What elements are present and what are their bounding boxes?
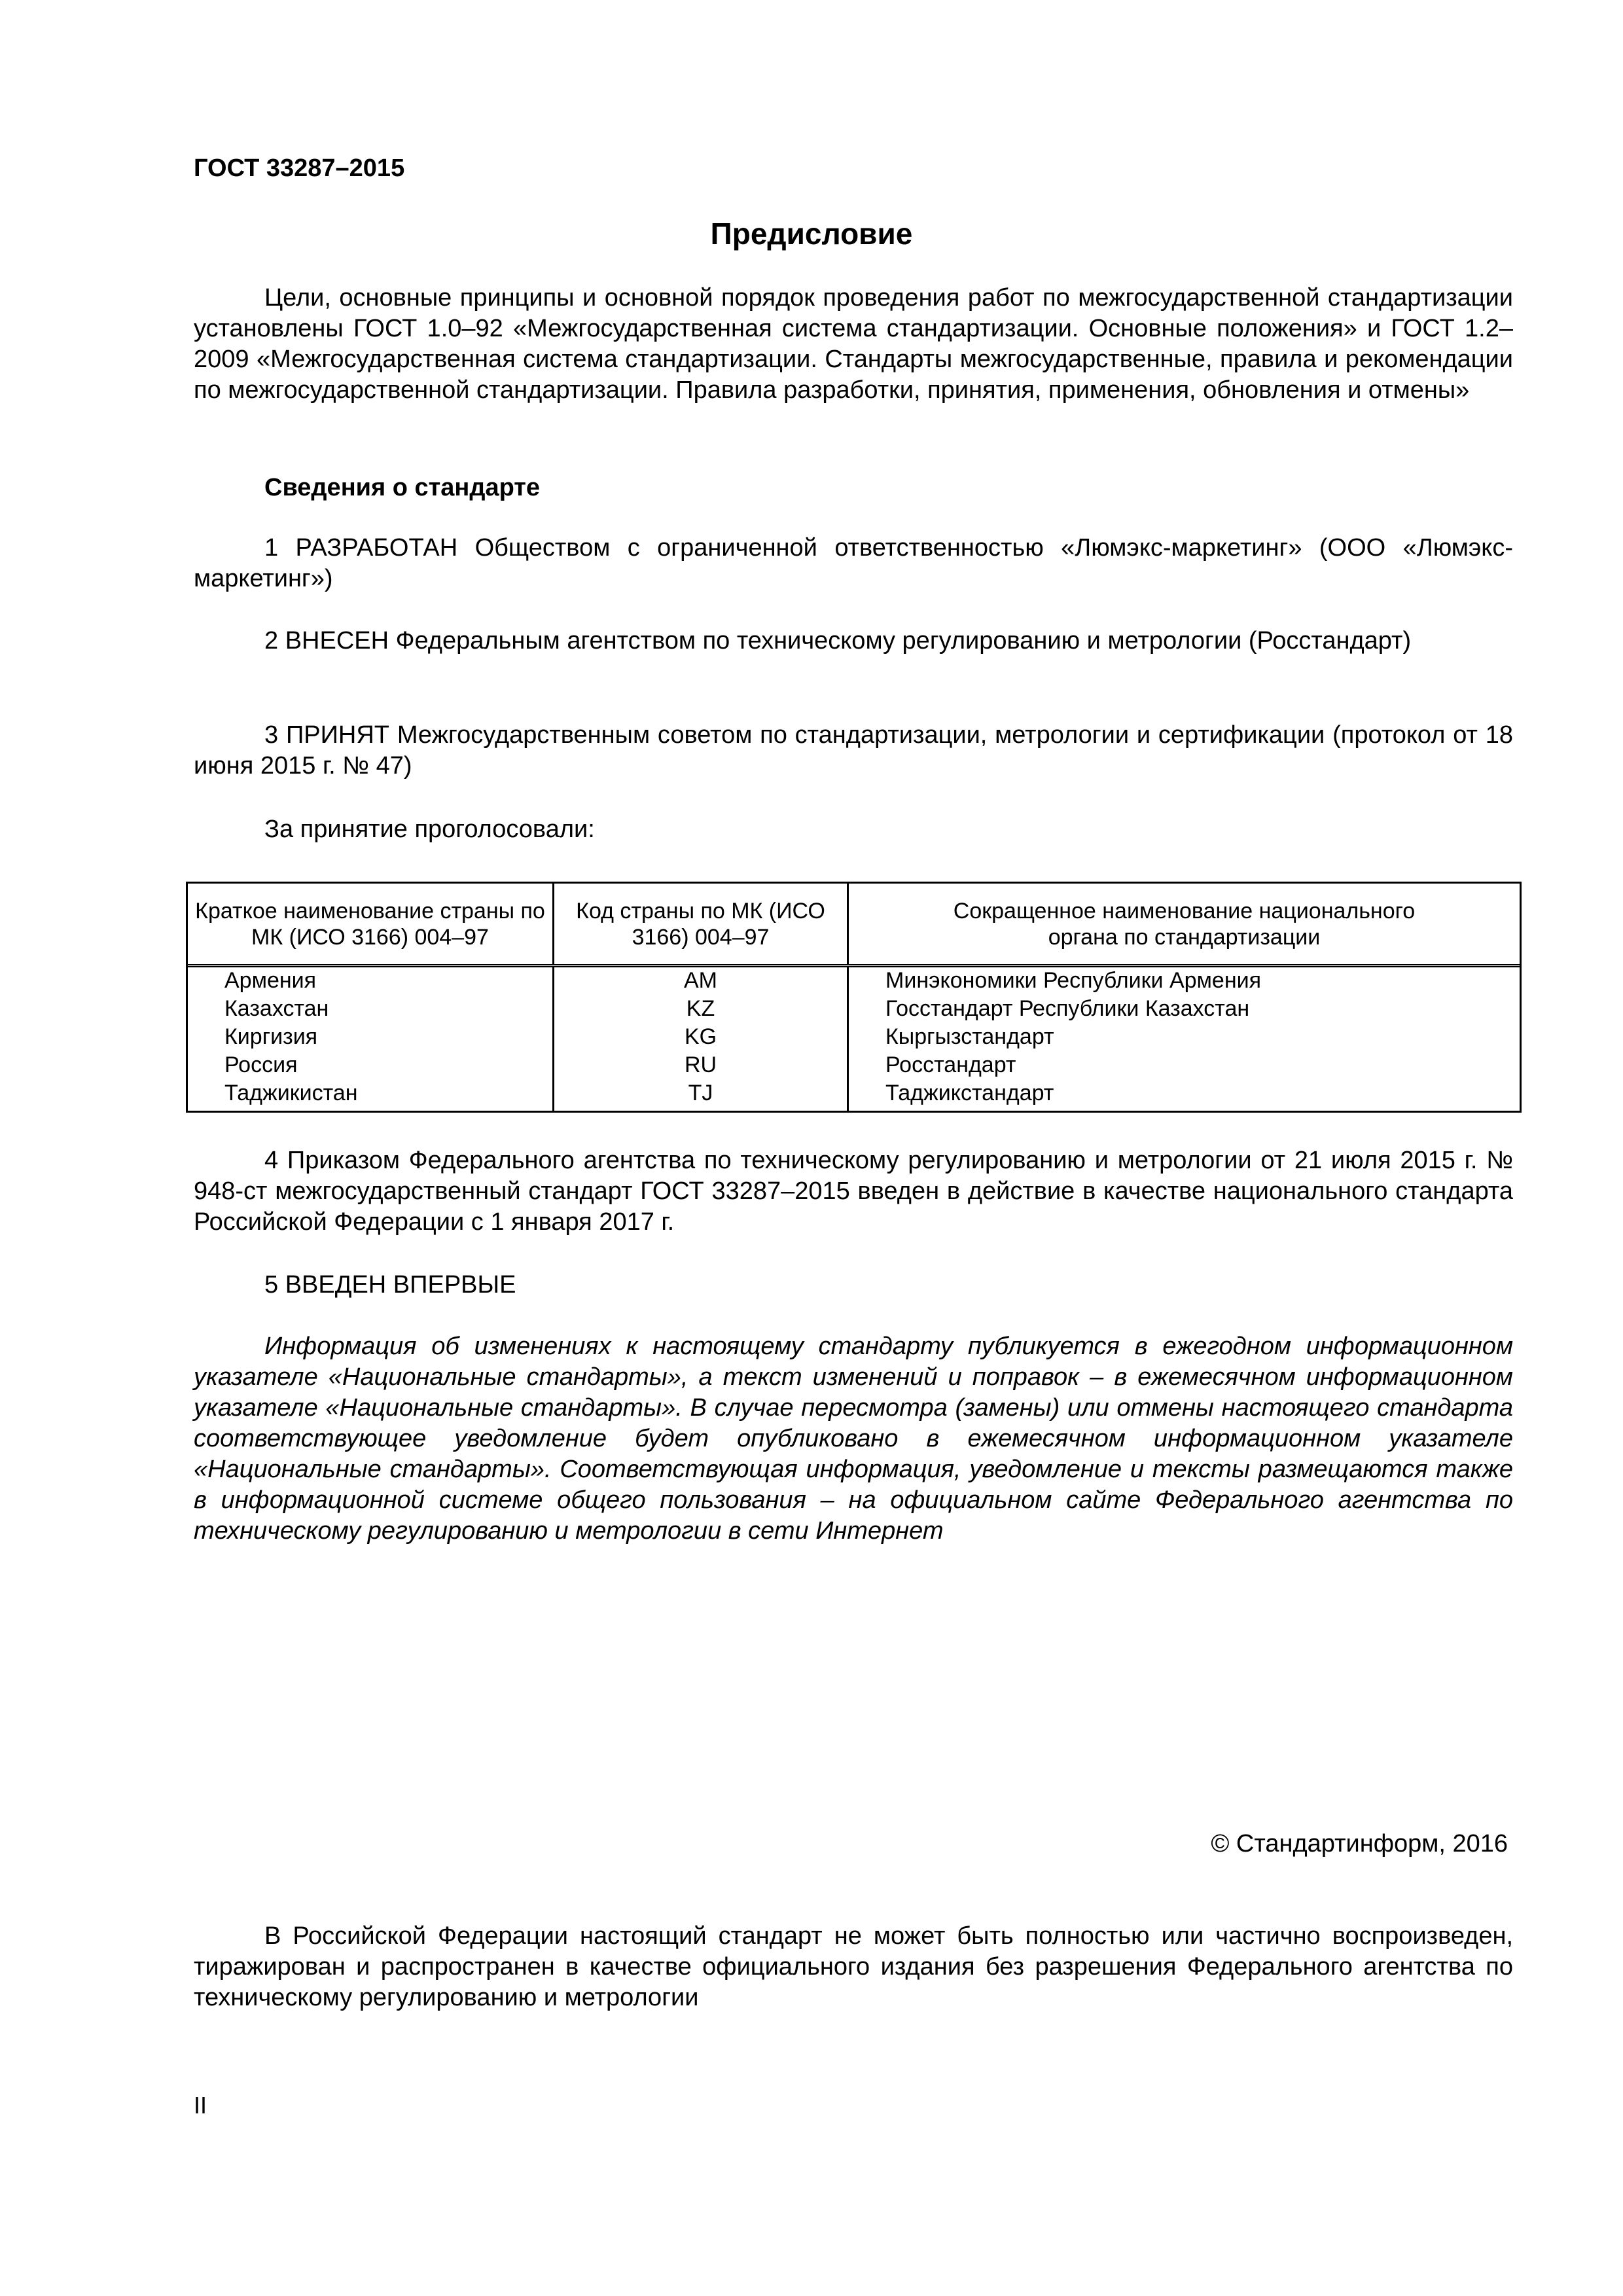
info-heading: Сведения о стандарте (264, 474, 541, 501)
code-column (554, 967, 849, 1111)
table-cell-code: AM (684, 968, 717, 993)
item-2-submitted: 2 ВНЕСЕН Федеральным агентством по техническому регулированию и метрологии (Росстандарт) (264, 627, 1412, 655)
copyright-notice: © Стандартинформ, 2016 (1211, 1830, 1508, 1857)
header-code: Код страны по МК (ИСО 3166) 004–97 (554, 884, 849, 964)
header-country: Краткое наименование страны по МК (ИСО 3166) 004–97 (188, 884, 554, 964)
table-cell-code: KG (684, 1024, 717, 1049)
table-cell-body: Таджикстандарт (885, 1081, 1054, 1105)
table-cell-body: Госстандарт Республики Казахстан (885, 996, 1250, 1021)
header-body: Сокращенное наименование национального органа по стандартизации (953, 898, 1416, 950)
vote-label: За принятие проголосовали: (264, 816, 595, 843)
reproduction-notice: В Российской Федерации настоящий стандарт не может быть полностью или частично воспроизведен, тиражирован и распространен в качестве официального издания без разрешения Федерального агентства по техническому регулированию и метрологии (194, 1922, 1513, 2011)
page-number: II (194, 2092, 207, 2119)
item-4-order: 4 Приказом Федерального агентства по техническому регулированию и метрологии от 21 июля 2015 г. № 948-ст межгосударственный стандарт ГОСТ 33287–2015 введен в действие в качестве национального стандарта Российской Федерации с 1 января 2017 г. (194, 1147, 1513, 1236)
intro-paragraph: Цели, основные принципы и основной порядок проведения работ по межгосударственной стандартизации установлены ГОСТ 1.0–92 «Межгосударственная система стандартизации. Основные положения» и ГОСТ 1.2–2009 «Межгосударственная система стандартизации. Стандарты межгосударственные, правила и рекомендации по межгосударственной стандартизации. Правила разработки, принятия, применения, обновления и отмены» (194, 284, 1513, 404)
table-cell-code: TJ (688, 1081, 713, 1105)
table-cell-code: RU (684, 1052, 717, 1077)
standard-code: ГОСТ 33287–2015 (194, 154, 405, 182)
item-3-adopted: 3 ПРИНЯТ Межгосударственным советом по стандартизации, метрологии и сертификации (протокол от 18 июня 2015 г. № 47) (194, 721, 1513, 780)
voting-table (186, 882, 1522, 1113)
table-cell-body: Росстандарт (885, 1052, 1016, 1077)
table-cell-country: Армения (224, 968, 317, 993)
table-cell-body: Кыргызстандарт (885, 1024, 1054, 1049)
table-cell-country: Казахстан (224, 996, 329, 1021)
page-title: Предисловие (710, 217, 913, 251)
table-cell-country: Киргизия (224, 1024, 318, 1049)
table-body (188, 967, 1520, 1111)
table-cell-country: Таджикистан (224, 1081, 358, 1105)
table-cell-body: Минэкономики Республики Армения (885, 968, 1261, 993)
changes-info-note: Информация об изменениях к настоящему стандарту публикуется в ежегодном информационном указателе «Национальные стандарты», а текст изменений и поправок – в ежемесячном информационном указателе «Национальные стандарты». В случае пересмотра (замены) или отмены настоящего стандарта соответствующее уведомление будет опубликовано в ежемесячном информационном указателе «Национальные стандарты». Соответствующая информация, уведомление и тексты размещаются также в информационной системе общего пользования – на официальном сайте Федерального агентства по техническому регулированию и метрологии в сети Интернет (194, 1333, 1513, 1545)
table-header (188, 884, 1520, 967)
table-cell-code: KZ (686, 996, 715, 1021)
body-column (849, 967, 1520, 1111)
table-cell-country: Россия (224, 1052, 298, 1077)
country-column (188, 967, 554, 1111)
item-1-developed: 1 РАЗРАБОТАН Обществом с ограниченной ответственностью «Люмэкс-маркетинг» (ООО «Люмэкс-маркетинг») (194, 534, 1513, 592)
item-5-first-introduced: 5 ВВЕДЕН ВПЕРВЫЕ (264, 1271, 516, 1299)
